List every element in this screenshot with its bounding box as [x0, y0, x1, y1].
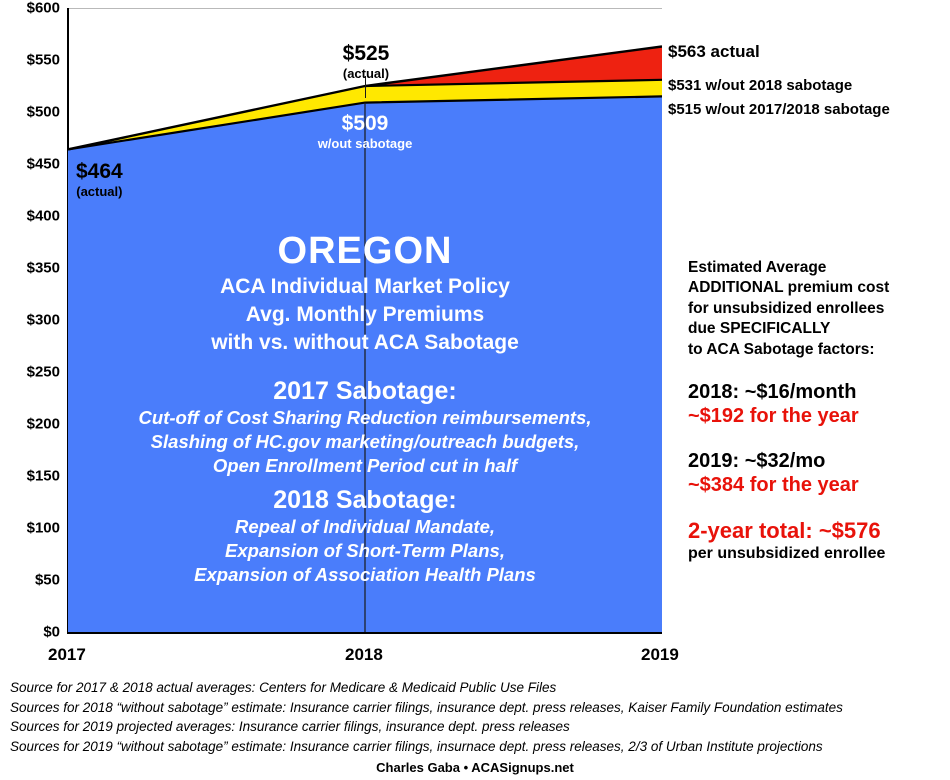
chart-inset-sub-2: Avg. Monthly Premiums: [245, 303, 485, 327]
y-tick-450: $450: [26, 155, 60, 173]
side-panel-total-note: per unsubsidized enrollee: [688, 544, 886, 562]
callout-2018-actual-value: $525: [342, 42, 390, 65]
chart-inset-sub-1: ACA Individual Market Policy: [220, 274, 510, 298]
x-tick-2017: 2017: [48, 645, 86, 664]
sabotage-2017-item-2: Slashing of HC.gov marketing/outreach budgets,: [150, 430, 580, 452]
y-tick-100: $100: [26, 519, 60, 537]
x-tick-2018: 2018: [345, 645, 383, 664]
side-panel-total: [688, 518, 946, 562]
side-panel-intro-line-3: for unsubsidized enrollees: [688, 299, 885, 317]
y-tick-500: $500: [26, 103, 60, 121]
side-panel-row-2019: [688, 449, 946, 498]
y-tick-150: $150: [26, 467, 60, 485]
y-tick-600: $600: [26, 0, 60, 17]
y-axis: [0, 0, 68, 641]
chart-inset-title: OREGON: [277, 230, 453, 272]
y-tick-300: $300: [26, 311, 60, 329]
source-line-4: Sources for 2019 “without sabotage” estimate: Insurance carrier filings, insurnace dept. press releases, 2/3 of Urban Institute projections: [10, 738, 823, 754]
x-tick-2019: 2019: [641, 645, 679, 664]
sources-footer: [10, 678, 944, 756]
callout-2017-note: (actual): [76, 184, 123, 199]
plot-area: [68, 8, 662, 632]
sabotage-2018-item-1: Repeal of Individual Mandate,: [234, 515, 496, 537]
sabotage-2017-item-3: Open Enrollment Period cut in half: [212, 454, 518, 476]
side-panel-intro-line-5: to ACA Sabotage factors:: [688, 340, 875, 358]
sabotage-2017-heading: 2017 Sabotage:: [273, 376, 457, 405]
label-actual-2019: $563 actual: [668, 42, 760, 61]
side-panel-intro-line-2: ADDITIONAL premium cost: [688, 279, 890, 297]
sabotage-2017-item-1: Cut-off of Cost Sharing Reduction reimbursements,: [138, 406, 592, 428]
y-tick-50: $50: [34, 571, 60, 589]
callout-2017-value: $464: [76, 160, 123, 183]
callout-2018-actual: [316, 42, 416, 81]
callout-2017: [76, 160, 123, 199]
side-panel-2018-yearly: ~$192 for the year: [688, 405, 859, 428]
source-line-1: Source for 2017 & 2018 actual averages: Centers for Medicare & Medicaid Public Use Files: [10, 680, 557, 695]
sabotage-2018-item-2: Expansion of Short-Term Plans,: [225, 539, 505, 561]
y-tick-0: $0: [43, 623, 60, 641]
side-panel: [688, 258, 946, 563]
side-panel-2018-monthly: 2018: ~$16/month: [688, 381, 857, 404]
side-panel-intro: [688, 258, 946, 360]
y-tick-400: $400: [26, 207, 60, 225]
x-axis-line: [67, 632, 662, 634]
source-line-3: Sources for 2019 projected averages: Insurance carrier filings, insurance dept. press releases: [10, 719, 570, 735]
callout-2018-wout-note: w/out sabotage: [317, 136, 413, 151]
side-panel-intro-line-1: Estimated Average: [688, 259, 827, 276]
sabotage-2018-item-3: Expansion of Association Health Plans: [194, 563, 536, 585]
label-wout-2018-2019: $531 w/out 2018 sabotage: [668, 77, 853, 94]
callout-2018-wout: [300, 112, 430, 151]
side-panel-2019-monthly: 2019: ~$32/mo: [688, 450, 826, 473]
credit-line: Charles Gaba • ACASignups.net: [376, 760, 574, 775]
callout-2018-actual-note: (actual): [342, 66, 390, 81]
label-wout-1718-2019: $515 w/out 2017/2018 sabotage: [668, 101, 890, 118]
sabotage-2018-heading: 2018 Sabotage:: [273, 485, 457, 514]
side-panel-intro-line-4: due SPECIFICALLY: [688, 320, 831, 338]
y-tick-250: $250: [26, 363, 60, 381]
chart-inset-sub-3: with vs. without ACA Sabotage: [211, 331, 519, 355]
callout-2018-wout-value: $509: [341, 112, 389, 135]
y-tick-350: $350: [26, 259, 60, 277]
y-tick-200: $200: [26, 415, 60, 433]
side-panel-row-2018: [688, 380, 946, 429]
source-line-2: Sources for 2018 “without sabotage” estimate: Insurance carrier filings, insurance dept. press releases, Kaiser Family Foundation estimates: [10, 699, 843, 715]
y-tick-550: $550: [26, 51, 60, 69]
side-panel-2019-yearly: ~$384 for the year: [688, 474, 859, 497]
side-panel-total-value: 2-year total: ~$576: [688, 518, 881, 544]
